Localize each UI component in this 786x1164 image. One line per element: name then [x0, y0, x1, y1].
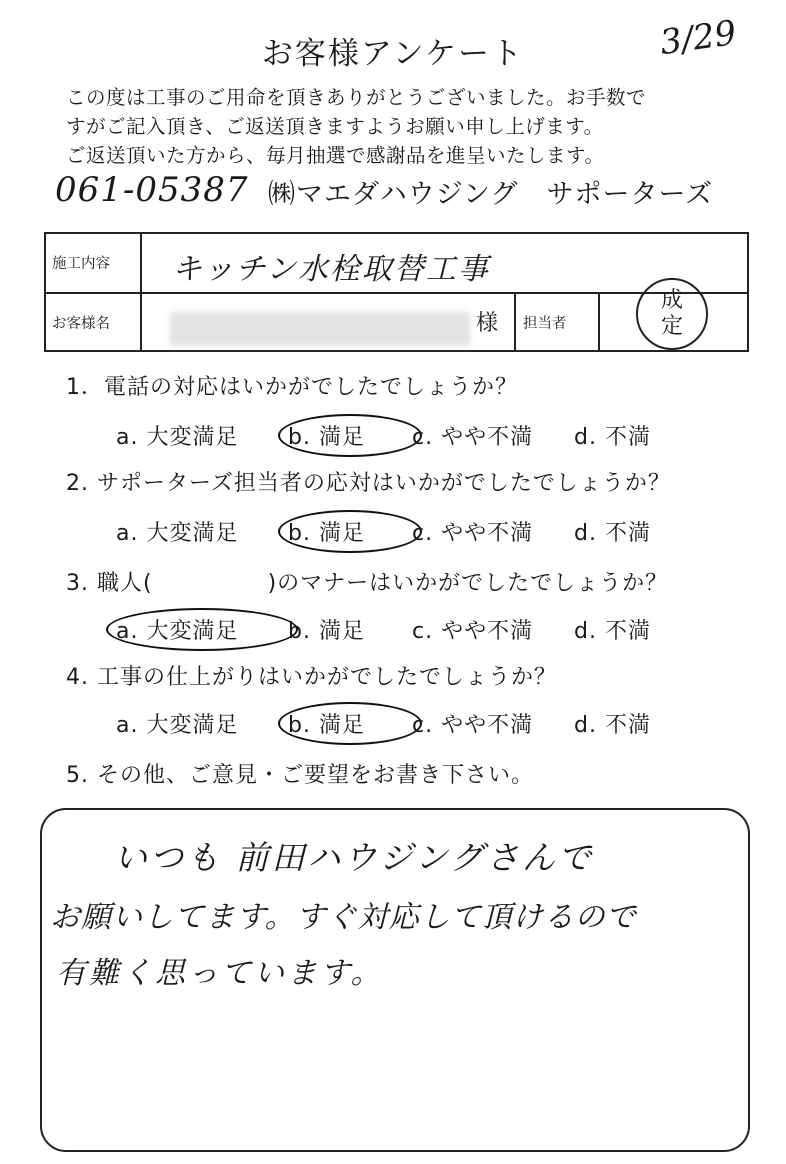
customer-name-redacted [170, 312, 470, 346]
comment-line-2: お願いしてます。すぐ対応して頂けるので [50, 900, 637, 935]
question-3-options [116, 614, 651, 645]
stamp-char-bottom: 定 [660, 314, 683, 339]
intro-line-3: ご返送頂いた方から、毎月抽選で感謝品を進呈いたします。 [66, 144, 605, 167]
q3-option-b[interactable]: b. 満足 [288, 619, 365, 644]
work-content-label: 施工内容 [52, 256, 110, 272]
info-table [44, 232, 749, 352]
staff-seal-stamp [636, 278, 708, 350]
comment-line-3: 有難く思っています。 [56, 956, 384, 991]
question-2: 2. サポーターズ担当者の応対はいかがでしたでしょうか？ [66, 471, 671, 496]
stamp-char-top: 成 [660, 288, 683, 313]
handwritten-date: 3/29 [657, 12, 739, 64]
q1-option-d[interactable]: d. 不満 [574, 425, 651, 450]
question-3: 3. 職人( )のマナーはいかがでしたでしょうか？ [66, 571, 669, 596]
q1-option-b[interactable]: b. 満足 [288, 420, 412, 451]
q2-option-b[interactable]: b. 満足 [288, 516, 412, 547]
q3-option-c[interactable]: c. やや不満 [412, 619, 534, 644]
question-2-options [116, 516, 651, 547]
comment-line-1: いつも 前田ハウジングさんで [114, 838, 595, 877]
work-content-value: キッチン水栓取替工事 [172, 252, 490, 287]
q2-option-d[interactable]: d. 不満 [574, 521, 651, 546]
intro-line-1: この度は工事のご用命を頂きありがとうございました。お手数で [66, 86, 647, 109]
question-4: 4. 工事の仕上がりはいかがでしたでしょうか？ [66, 665, 557, 690]
comment-box[interactable] [40, 808, 750, 1152]
q2-option-a[interactable]: a. 大変満足 [116, 521, 239, 546]
serial-number: 061-05387 [55, 170, 249, 210]
q4-option-c[interactable]: c. やや不満 [412, 713, 534, 738]
q4-option-d[interactable]: d. 不満 [574, 713, 651, 738]
staff-label: 担当者 [523, 316, 567, 332]
q3-option-a[interactable]: a. 大変満足 [116, 614, 288, 645]
survey-title: お客様アンケート [261, 36, 525, 72]
q3-option-d[interactable]: d. 不満 [574, 619, 651, 644]
question-4-options [116, 708, 651, 739]
intro-line-2: すがご記入頂き、ご返送頂きますようお願い申し上げます。 [66, 115, 604, 138]
company-name: ㈱マエダハウジング サポーターズ [268, 179, 714, 210]
question-1: 1．電話の対応はいかがでしたでしょうか？ [66, 375, 518, 400]
question-5: 5. その他、ご意見・ご要望をお書き下さい。 [66, 763, 534, 788]
question-1-options [116, 420, 651, 451]
q1-option-a[interactable]: a. 大変満足 [116, 425, 239, 450]
q4-option-a[interactable]: a. 大変満足 [116, 713, 239, 738]
q2-option-c[interactable]: c. やや不満 [412, 521, 534, 546]
q1-option-c[interactable]: c. やや不満 [412, 425, 534, 450]
q4-option-b[interactable]: b. 満足 [288, 708, 412, 739]
customer-suffix: 様 [476, 311, 499, 336]
customer-name-label: お客様名 [52, 316, 110, 332]
